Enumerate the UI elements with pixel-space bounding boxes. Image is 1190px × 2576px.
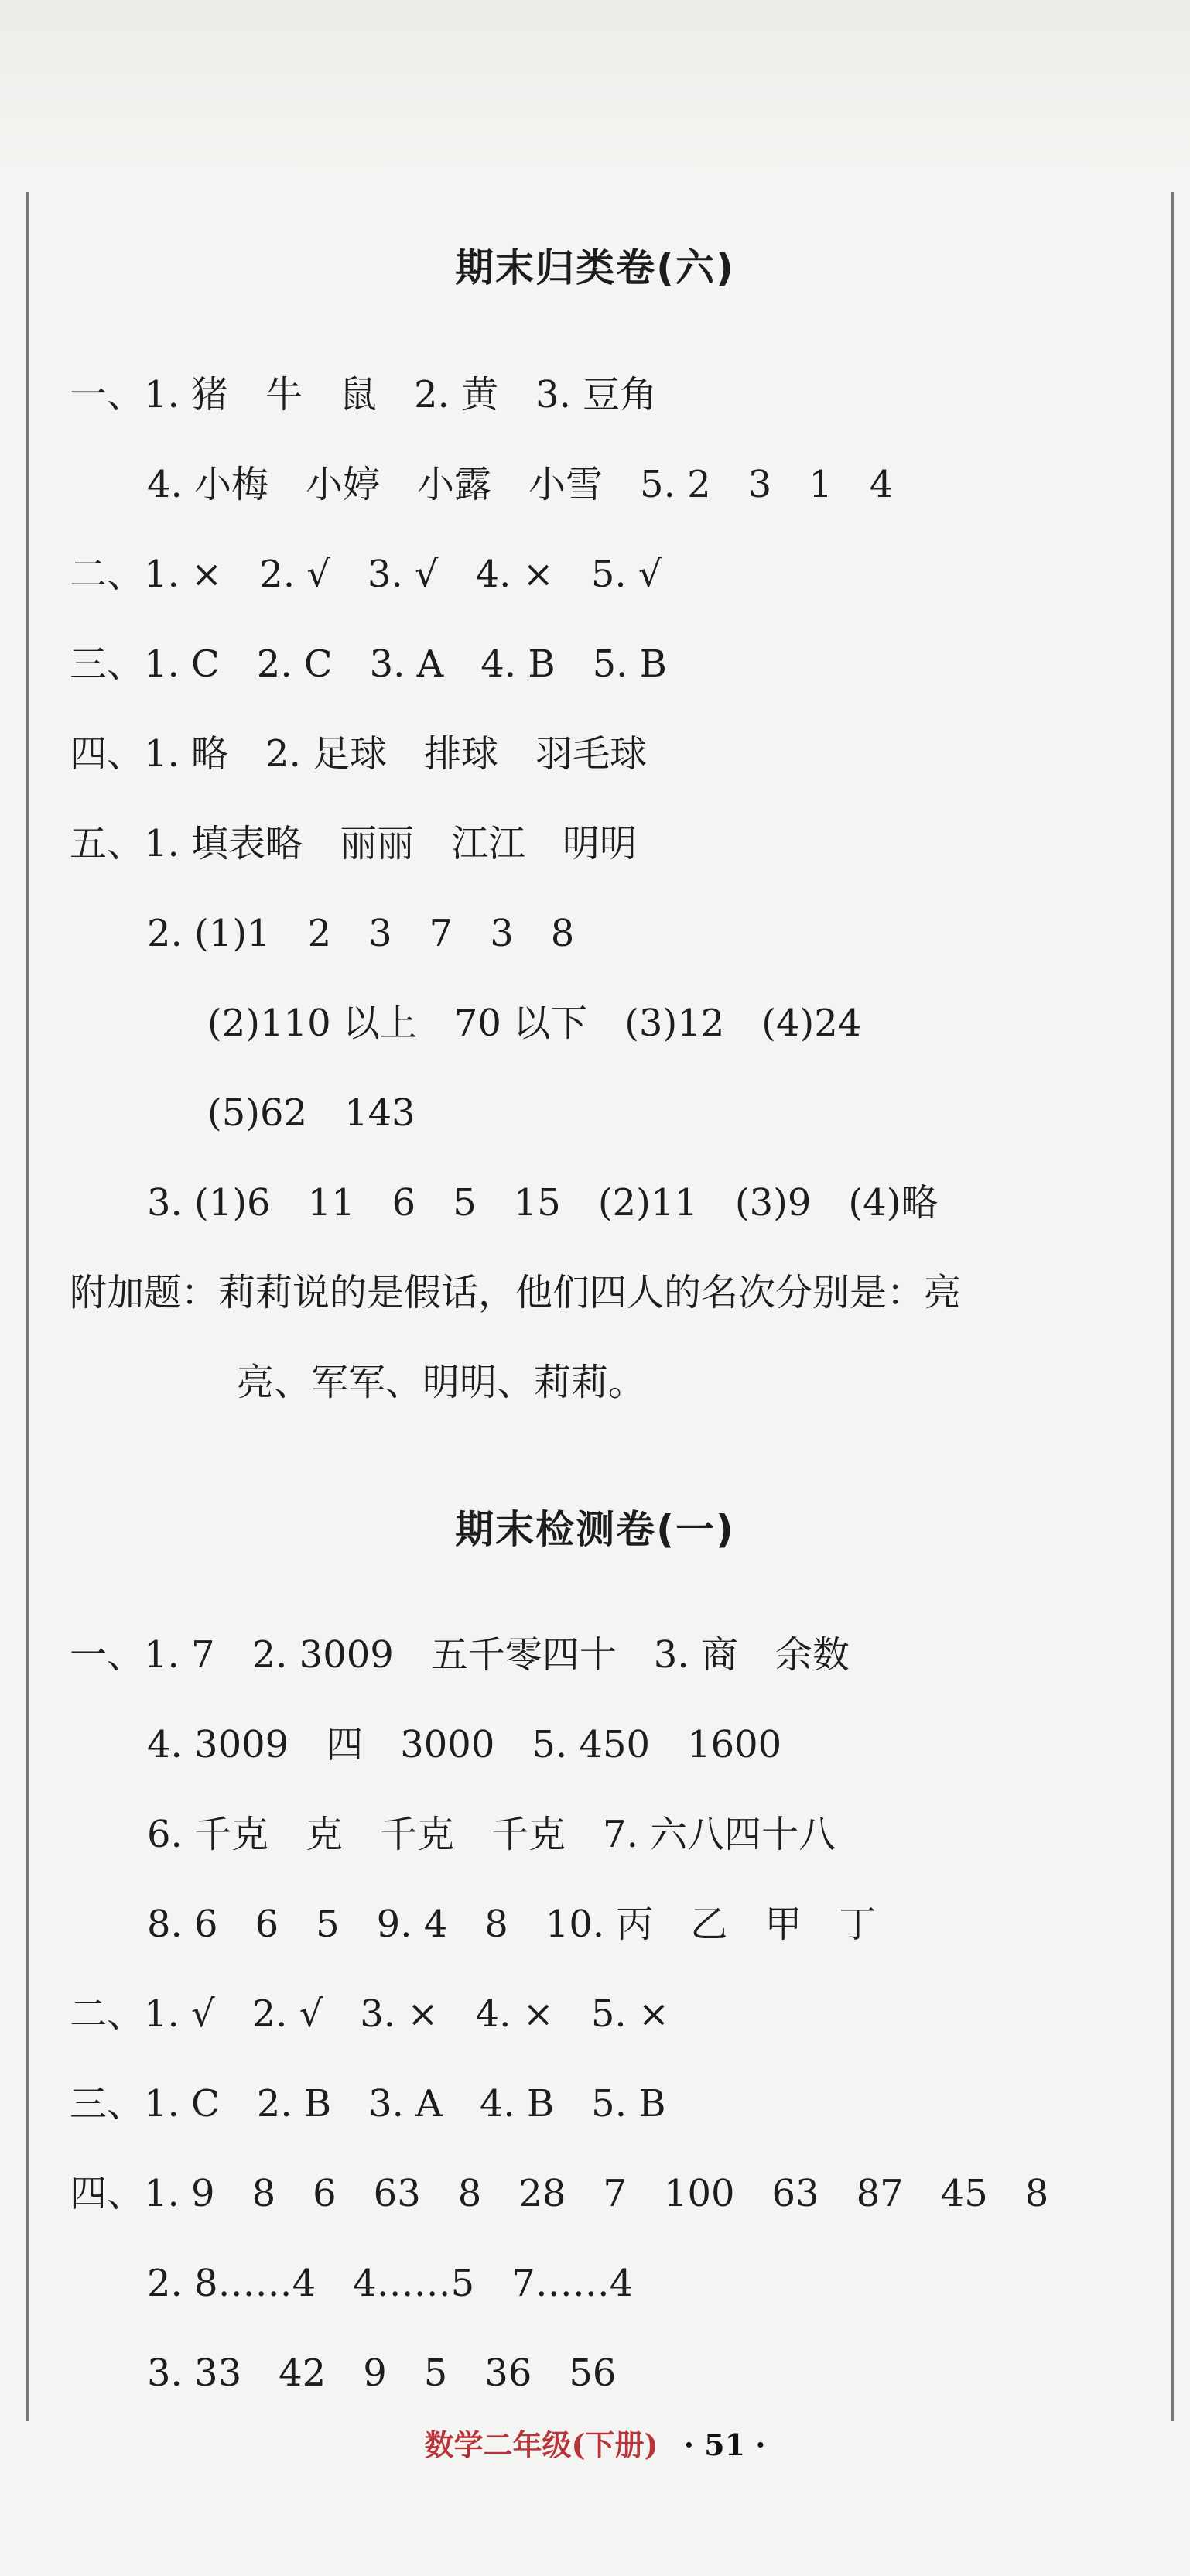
answer-line: 二、1. × 2. √ 3. √ 4. × 5. √	[70, 553, 662, 596]
answer-line: 2. 8……4 4……5 7……4	[147, 2262, 634, 2305]
answer-line: 4. 3009 四 3000 5. 450 1600	[147, 1723, 782, 1766]
answer-line: 亮、军军、明明、莉莉。	[237, 1361, 646, 1404]
answer-line: 附加题：莉莉说的是假话，他们四人的名次分别是：亮	[70, 1271, 962, 1314]
answer-line: 8. 6 6 5 9. 4 8 10. 丙 乙 甲 丁	[147, 1903, 877, 1946]
section-title-2: 期末检测卷(一)	[455, 1507, 735, 1552]
answer-line: 五、1. 填表略 丽丽 江江 明明	[70, 822, 638, 865]
answer-line: 一、1. 猪 牛 鼠 2. 黄 3. 豆角	[70, 373, 658, 416]
answer-line: 3. 33 42 9 5 36 56	[147, 2352, 617, 2395]
answer-line: (2)110 以上 70 以下 (3)12 (4)24	[207, 1002, 862, 1045]
answer-line: 四、1. 略 2. 足球 排球 羽毛球	[70, 732, 648, 776]
page-number: · 51 ·	[683, 2427, 766, 2462]
answer-line: 2. (1)1 2 3 7 3 8	[147, 912, 575, 955]
section-title-1: 期末归类卷(六)	[455, 245, 735, 290]
top-shade	[0, 0, 1190, 178]
answer-line: 三、1. C 2. C 3. A 4. B 5. B	[70, 642, 667, 686]
answer-line: 一、1. 7 2. 3009 五千零四十 3. 商 余数	[70, 1633, 850, 1677]
answer-line: 四、1. 9 8 6 63 8 28 7 100 63 87 45 8	[70, 2172, 1049, 2215]
answer-line: 3. (1)6 11 6 5 15 (2)11 (3)9 (4)略	[147, 1181, 939, 1225]
answer-line: 二、1. √ 2. √ 3. × 4. × 5. ×	[70, 1992, 670, 2036]
left-border	[26, 192, 29, 2421]
answer-line: 4. 小梅 小婷 小露 小雪 5. 2 3 1 4	[147, 463, 894, 506]
answer-line: 6. 千克 克 千克 千克 7. 六八四十八	[147, 1813, 836, 1856]
right-border	[1171, 192, 1174, 2421]
footer-subject: 数学二年级(下册)	[424, 2427, 658, 2462]
page-footer	[0, 2421, 1190, 2464]
answer-line: 三、1. C 2. B 3. A 4. B 5. B	[70, 2082, 666, 2126]
answer-line: (5)62 143	[207, 1091, 415, 1135]
